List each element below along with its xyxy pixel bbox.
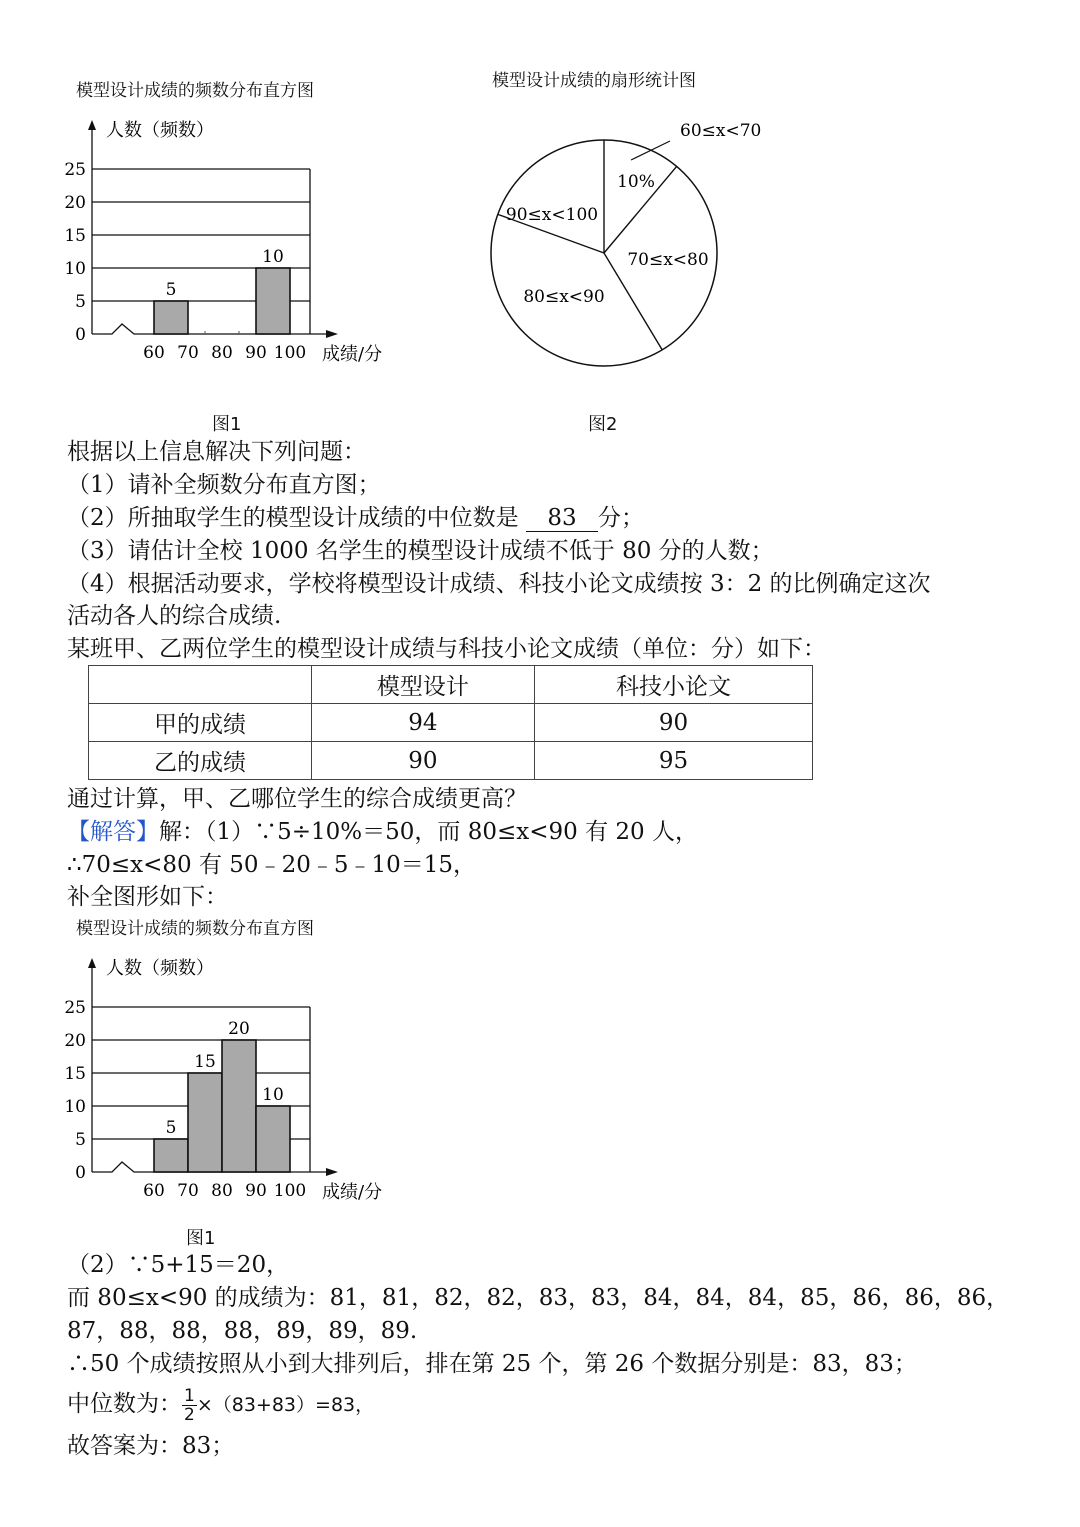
table-cell: 95 <box>534 742 812 780</box>
question-4-ask: 通过计算，甲、乙哪位学生的综合成绩更高？ <box>67 786 527 812</box>
table-cell: 甲的成绩 <box>89 704 312 742</box>
x-tick-label: 90 <box>245 1181 267 1201</box>
answer-2-line-1: （2）∵5+15＝20， <box>67 1252 290 1278</box>
x-tick-label: 60 <box>143 343 165 363</box>
y-tick-label: 15 <box>64 226 86 246</box>
x-tick-label: 60 <box>143 1181 165 1201</box>
fig2-caption: 图2 <box>588 414 618 435</box>
x-axis-arrow <box>326 330 338 338</box>
x-tick-label: 90 <box>245 343 267 363</box>
x-axis-label: 成绩/分 <box>322 344 383 365</box>
table-row <box>89 704 813 742</box>
fig3-title: 模型设计成绩的频数分布直方图 <box>76 919 314 939</box>
histogram-bar <box>256 1106 290 1172</box>
question-4-line-2: 活动各人的综合成绩. <box>67 603 282 629</box>
y-tick-label: 10 <box>64 259 86 279</box>
y-tick-label: 5 <box>75 1130 86 1150</box>
bar-value-label: 20 <box>228 1019 250 1039</box>
question-2-unit: 分； <box>597 505 644 531</box>
pie-chart <box>480 110 762 380</box>
bar-value-label: 15 <box>194 1052 216 1072</box>
x-tick-label: 70 <box>177 343 199 363</box>
fraction-numerator: 1 <box>184 1385 195 1406</box>
table-cell: 94 <box>311 704 534 742</box>
x-tick-label: 80 <box>211 1181 233 1201</box>
answer-1-line-3: 补全图形如下： <box>67 884 228 910</box>
y-tick-label: 25 <box>64 160 86 180</box>
x-axis-arrow <box>326 1168 338 1176</box>
table-header-cell: 模型设计 <box>311 666 534 704</box>
y-axis-label: 人数（频数） <box>106 120 214 141</box>
pie-slice-label: 70≤x<80 <box>627 250 709 270</box>
y-tick-label: 20 <box>64 1031 86 1051</box>
median-formula <box>67 1384 374 1425</box>
histogram-2 <box>60 950 420 1210</box>
final-answer: 故答案为：83； <box>67 1433 235 1459</box>
x-tick-label: 80 <box>211 343 233 363</box>
y-tick-label: 5 <box>75 292 86 312</box>
x-axis-label: 成绩/分 <box>322 1182 383 1203</box>
histogram-bar <box>154 301 188 334</box>
x-tick-label: 100 <box>273 1181 307 1201</box>
table-header-row <box>89 666 813 704</box>
fig1-caption: 图1 <box>212 414 242 435</box>
y-tick-label: 25 <box>64 998 86 1018</box>
y-tick-label: 0 <box>75 325 86 345</box>
answer-1-line-1 <box>67 817 698 847</box>
question-4-line-3: 某班甲、乙两位学生的模型设计成绩与科技小论文成绩（单位：分）如下： <box>67 636 826 662</box>
y-tick-label: 20 <box>64 193 86 213</box>
table-cell: 90 <box>534 704 812 742</box>
fig1-title: 模型设计成绩的频数分布直方图 <box>76 81 314 101</box>
bar-value-label: 5 <box>165 280 177 300</box>
table-header-cell <box>89 666 312 704</box>
pie-slice-label: 80≤x<90 <box>523 287 605 307</box>
answer-2-line-3: 87，88，88，88，89，89，89. <box>67 1318 418 1344</box>
table-cell: 乙的成绩 <box>89 742 312 780</box>
histogram-1 <box>60 112 420 372</box>
pie-percent-label: 10% <box>617 172 655 192</box>
y-axis-label: 人数（频数） <box>106 958 214 979</box>
pie-slice-label: 90≤x<100 <box>505 205 599 225</box>
answer-2-line-2: 而 80≤x<90 的成绩为：81，81，82，82，83，83，84，84，84，85，86，86，86， <box>67 1285 1010 1311</box>
table-header-cell: 科技小论文 <box>534 666 812 704</box>
score-table <box>88 665 813 780</box>
y-tick-label: 10 <box>64 1097 86 1117</box>
question-2-text: （2）所抽取学生的模型设计成绩的中位数是 <box>67 505 519 531</box>
question-3: （3）请估计全校 1000 名学生的模型设计成绩不低于 80 分的人数； <box>67 538 774 564</box>
table-row <box>89 742 813 780</box>
question-4-line-1: （4）根据活动要求，学校将模型设计成绩、科技小论文成绩按 3：2 的比例确定这次 <box>67 571 931 597</box>
question-2 <box>67 503 644 533</box>
bar-value-label: 10 <box>262 1085 284 1105</box>
intro-text: 根据以上信息解决下列问题： <box>67 439 366 465</box>
fraction <box>182 1387 197 1424</box>
y-tick-label: 0 <box>75 1163 86 1183</box>
median-label: 中位数为： <box>67 1391 182 1417</box>
answer-tag: 【解答】 <box>67 819 159 845</box>
bar-value-label: 10 <box>262 247 284 267</box>
answer-1-line-2: ∴70≤x<80 有 50﹣20﹣5﹣10＝15， <box>67 852 477 878</box>
x-tick-label: 70 <box>177 1181 199 1201</box>
y-tick-label: 15 <box>64 1064 86 1084</box>
table-cell: 90 <box>311 742 534 780</box>
answer-1-text: 解：（1）∵5÷10%＝50，而 80≤x<90 有 20 人， <box>159 819 698 845</box>
bar-value-label: 5 <box>165 1118 177 1138</box>
fig2-title: 模型设计成绩的扇形统计图 <box>492 71 696 91</box>
median-answer-blank: 83 <box>526 505 598 532</box>
y-axis-arrow <box>88 120 96 130</box>
question-1: （1）请补全频数分布直方图； <box>67 472 381 498</box>
median-expression: ×（83+83）=83， <box>196 1394 375 1416</box>
fraction-denominator: 2 <box>184 1404 195 1425</box>
x-tick-label: 100 <box>273 343 307 363</box>
pie-slice-label: 60≤x<70 <box>680 121 762 141</box>
histogram-bar <box>222 1040 256 1172</box>
histogram-bar <box>188 1073 222 1172</box>
y-axis-arrow <box>88 958 96 968</box>
histogram-bar <box>256 268 290 334</box>
fig3-caption: 图1 <box>186 1228 216 1249</box>
x-axis <box>92 324 328 334</box>
histogram-bar <box>154 1139 188 1172</box>
answer-2-line-4: ∴50 个成绩按照从小到大排列后，排在第 25 个，第 26 个数据分别是：83，83； <box>67 1351 917 1377</box>
